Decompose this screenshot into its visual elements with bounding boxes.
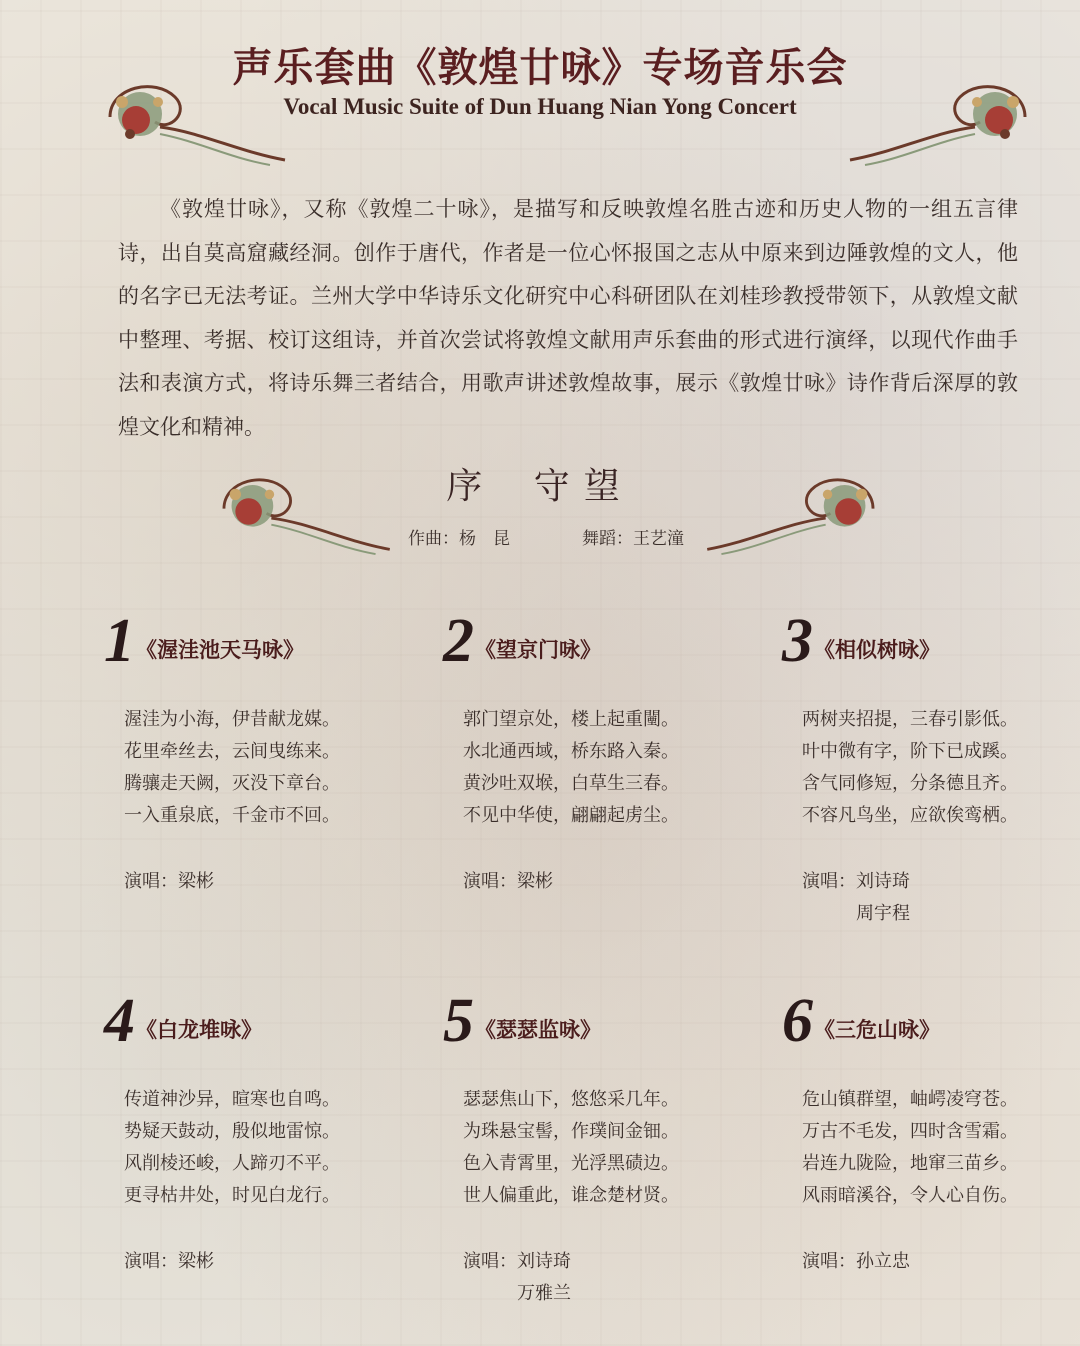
poem-section-1 — [104, 607, 404, 940]
poem-title: 《白龙堆咏》 — [136, 1017, 262, 1042]
poem-title: 《渥洼池天马咏》 — [136, 637, 304, 662]
poem-line: 岩连九陇险，地窜三苗乡。 — [802, 1153, 1018, 1174]
poem-line: 万古不毛发，四时含雪霜。 — [802, 1121, 1018, 1142]
poem-line: 花里牵丝去，云间曳练来。 — [124, 741, 340, 762]
poem-number: 4 — [104, 987, 135, 1055]
poem-lines — [463, 704, 679, 832]
poem-line: 势疑天鼓动，殷似地雷惊。 — [124, 1121, 340, 1142]
poem-line: 腾骧走天阙，灭没下章台。 — [124, 773, 340, 794]
prelude-composer: 作曲：杨 昆 — [408, 529, 510, 549]
poem-line: 色入青霄里，光浮黑碛边。 — [463, 1153, 679, 1174]
poem-section-4 — [104, 987, 404, 1320]
poem-line: 一入重泉底，千金市不回。 — [124, 805, 340, 826]
poem-line: 黄沙吐双堠，白草生三春。 — [463, 773, 679, 794]
poem-line: 瑟瑟焦山下，悠悠采几年。 — [463, 1089, 679, 1110]
poem-section-3 — [782, 607, 1080, 940]
page-subtitle: Vocal Music Suite of Dun Huang Nian Yong Concert — [283, 94, 797, 119]
poem-line: 危山镇群望，岫崿凌穹苍。 — [802, 1089, 1018, 1110]
poem-line: 更寻枯井处，时见白龙行。 — [124, 1185, 340, 1206]
poem-section-5 — [443, 987, 743, 1320]
poem-lines — [463, 1084, 679, 1212]
poem-line: 不见中华使，翩翩起虏尘。 — [463, 805, 679, 826]
poem-line: 水北通西域，桥东路入秦。 — [463, 741, 679, 762]
poem-title: 《三危山咏》 — [814, 1017, 940, 1042]
poem-number: 6 — [782, 987, 813, 1055]
poem-section-2 — [443, 607, 743, 940]
poem-line: 叶中微有字，阶下已成蹊。 — [802, 741, 1018, 762]
poem-singer-second: 周宇程 — [856, 903, 910, 924]
poem-line: 含气同修短，分条德且齐。 — [802, 773, 1018, 794]
poem-line: 不容凡鸟坐，应欲俟鸾栖。 — [802, 805, 1018, 826]
poem-singer: 演唱：梁彬 — [124, 1251, 214, 1272]
poem-number: 5 — [443, 987, 474, 1055]
prelude-word-1: 序 — [446, 466, 483, 507]
poem-lines — [124, 704, 340, 832]
poem-lines — [802, 1084, 1018, 1212]
poem-singer: 演唱：孙立忠 — [802, 1251, 910, 1272]
poem-line: 风雨暗溪谷，令人心自伤。 — [802, 1185, 1018, 1206]
poem-line: 世人偏重此，谁念楚材贤。 — [463, 1185, 679, 1206]
intro-paragraph: 《敦煌廿咏》，又称《敦煌二十咏》，是描写和反映敦煌名胜古迹和历史人物的一组五言律诗，出自莫高窟藏经洞。创作于唐代，作者是一位心怀报国之志从中原来到边陲敦煌的文人，他的名字已无法考证。兰州大学中华诗乐文化研究中心科研团队在刘桂珍教授带领下，从敦煌文献中整理、考据、校订这组诗，并首次尝试将敦煌文献用声乐套曲的形式进行演绎，以现代作曲手法和表演方式，将诗乐舞三者结合，用歌声讲述敦煌故事，展示《敦煌廿咏》诗作背后深厚的敦煌文化和精神。 — [118, 197, 1018, 439]
prelude-choreographer: 舞蹈：王艺潼 — [582, 529, 684, 549]
poem-singer: 演唱：梁彬 — [463, 871, 553, 892]
prelude-word-2: 守望 — [533, 466, 634, 507]
poem-line: 风削棱还峻，人蹄刃不平。 — [124, 1153, 340, 1174]
poem-singer: 演唱：梁彬 — [124, 871, 214, 892]
poem-line: 传道神沙异，暄寒也自鸣。 — [124, 1089, 340, 1110]
poem-lines — [124, 1084, 340, 1212]
poem-singer: 演唱：刘诗琦 — [463, 1251, 571, 1272]
poem-section-6 — [782, 987, 1080, 1320]
poem-number: 1 — [104, 607, 135, 675]
poem-lines — [802, 704, 1018, 832]
poem-number: 2 — [443, 607, 474, 675]
poem-number: 3 — [782, 607, 813, 675]
page-title: 声乐套曲《敦煌廿咏》专场音乐会 — [232, 44, 848, 91]
poem-title: 《瑟瑟监咏》 — [475, 1017, 601, 1042]
poem-line: 两树夹招提，三春引影低。 — [802, 709, 1018, 730]
prelude-title — [0, 458, 1080, 509]
poem-line: 渥洼为小海，伊昔献龙媒。 — [124, 709, 340, 730]
poem-singer: 演唱：刘诗琦 — [802, 871, 910, 892]
poem-line: 郭门望京处，楼上起重闉。 — [463, 709, 679, 730]
poem-title: 《望京门咏》 — [475, 637, 601, 662]
poem-singer-second: 万雅兰 — [517, 1283, 571, 1304]
poem-title: 《相似树咏》 — [814, 637, 940, 662]
poem-line: 为珠悬宝髻，作璞间金钿。 — [463, 1121, 679, 1142]
